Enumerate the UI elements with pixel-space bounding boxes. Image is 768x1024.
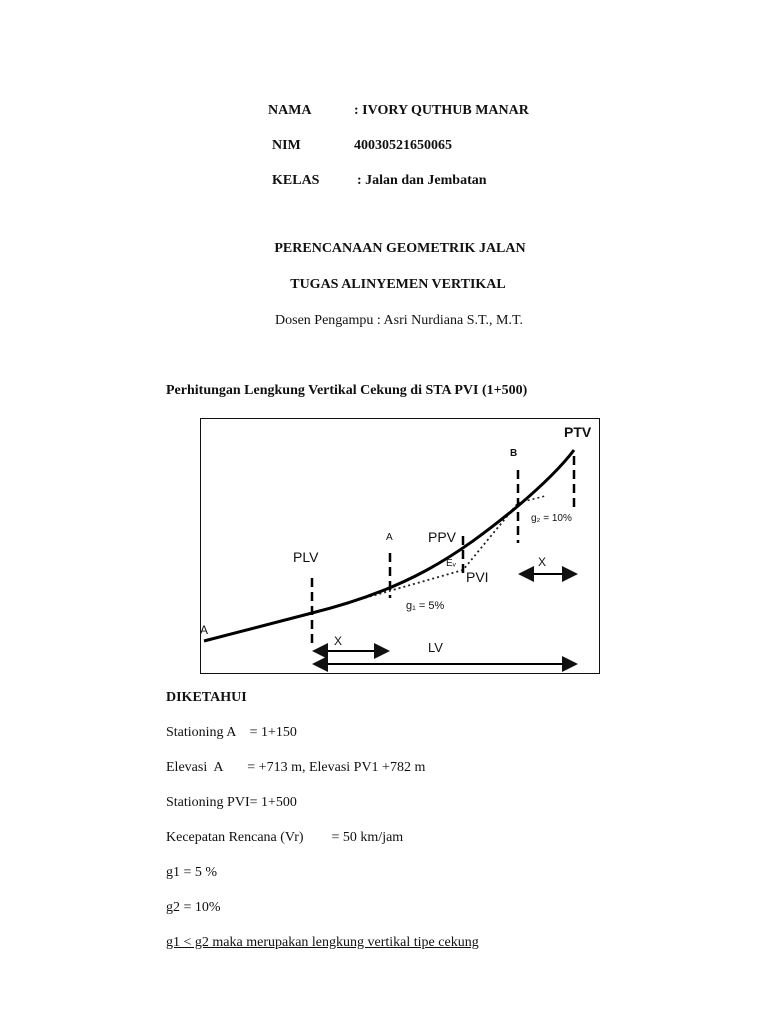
nim-label: NIM	[272, 138, 301, 153]
a-top-label: A	[386, 532, 393, 543]
ev-label: Eᵥ	[446, 558, 456, 569]
doc-subtitle: TUGAS ALINYEMEN VERTIKAL	[290, 277, 506, 292]
lecturer-line: Dosen Pengampu : Asri Nurdiana S.T., M.T.	[275, 313, 523, 328]
lv-label: LV	[428, 640, 443, 655]
ppv-label: PPV	[428, 529, 457, 545]
diagram-border	[201, 419, 600, 674]
b-label: B	[510, 448, 518, 459]
g2-label: g₂ = 10%	[531, 513, 572, 524]
a-left-label: A	[200, 623, 209, 637]
given-line: Stationing A = 1+150	[166, 725, 297, 740]
grade-tangent-lines	[312, 503, 518, 613]
given-line: g2 = 10%	[166, 900, 221, 915]
nama-label: NAMA	[268, 103, 312, 118]
nama-value: : IVORY QUTHUB MANAR	[354, 103, 529, 118]
plv-label: PLV	[293, 549, 319, 565]
vertical-curve-svg	[200, 418, 600, 674]
kelas-label: KELAS	[272, 173, 320, 188]
g1-label: g₁ = 5%	[406, 600, 445, 612]
x-left-label: X	[334, 634, 343, 648]
x-right-label: X	[538, 555, 547, 569]
given-line: Elevasi A = +713 m, Elevasi PV1 +782 m	[166, 760, 426, 775]
doc-title: PERENCANAAN GEOMETRIK JALAN	[274, 241, 526, 256]
kelas-value: : Jalan dan Jembatan	[357, 173, 487, 188]
vertical-curve-diagram	[200, 418, 600, 674]
given-conclusion: g1 < g2 maka merupakan lengkung vertikal tipe cekung	[166, 935, 479, 950]
ptv-label: PTV	[564, 424, 592, 440]
given-line: g1 = 5 %	[166, 865, 218, 880]
section-heading: Perhitungan Lengkung Vertikal Cekung di STA PVI (1+500)	[166, 383, 528, 398]
given-line: Kecepatan Rencana (Vr) = 50 km/jam	[166, 830, 404, 845]
nim-value: 40030521650065	[354, 138, 452, 153]
given-line: Stationing PVI= 1+500	[166, 795, 297, 810]
given-heading: DIKETAHUI	[166, 690, 247, 705]
pvi-label: PVI	[466, 569, 489, 585]
